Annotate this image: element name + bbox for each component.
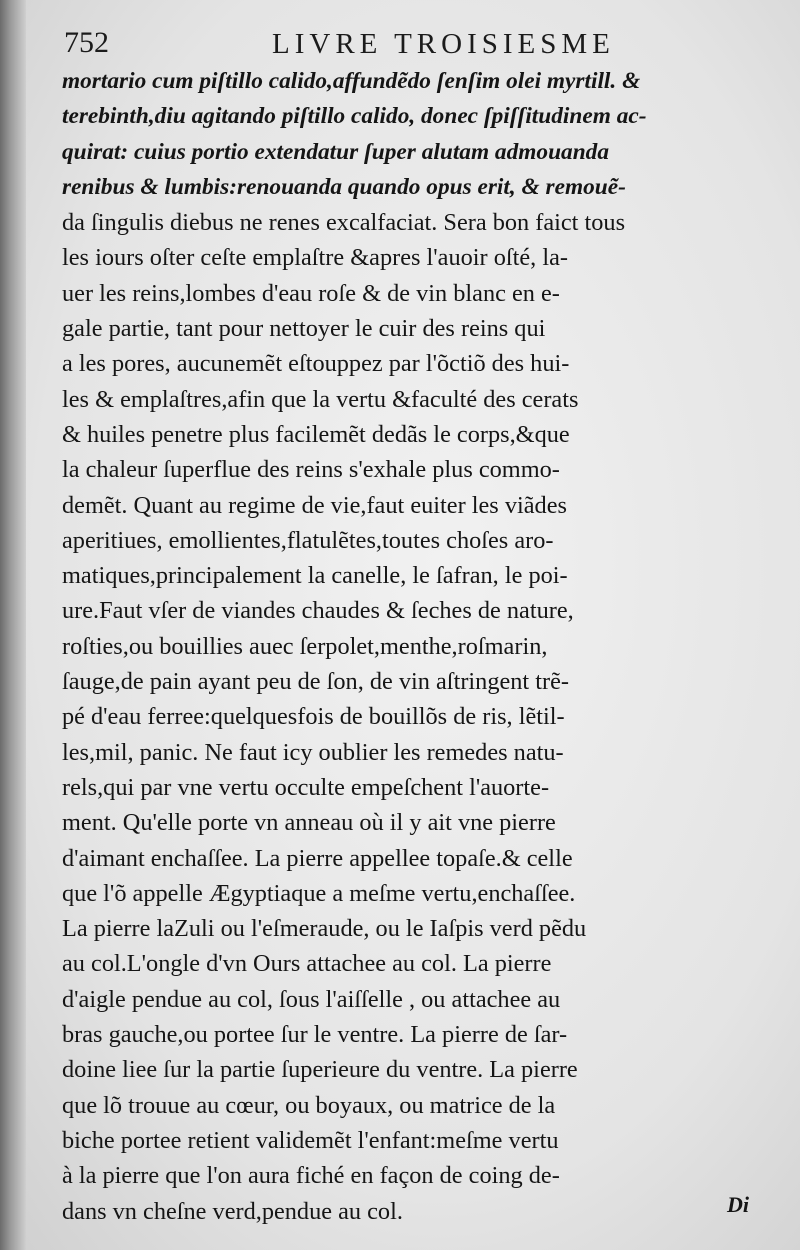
text-line: matiques,principalement la canelle, le ſafran, le poi- — [62, 562, 568, 590]
text-line: les,mil, panic. Ne faut icy oublier les remedes natu- — [62, 738, 564, 766]
text-line: terebinth,diu agitando piſtillo calido, donec ſpiſſitudinem ac- — [62, 103, 647, 130]
page-header — [62, 26, 752, 66]
text-line: ure.Faut vſer de viandes chaudes & ſeches de nature, — [62, 597, 574, 625]
page-number: 752 — [64, 26, 109, 59]
text-line: La pierre laZuli ou l'eſmeraude, ou le Iaſpis verd pẽdu — [62, 915, 587, 943]
text-line: gale partie, tant pour nettoyer le cuir des reins qui — [62, 315, 546, 343]
text-line: d'aimant enchaſſee. La pierre appellee topaſe.& celle — [62, 844, 573, 872]
catchword: Di — [727, 1192, 749, 1217]
text-line: mortario cum piſtillo calido,affundẽdo ſenſim olei myrtill. & — [62, 68, 641, 94]
running-title: LIVRE TROISIESME — [272, 28, 615, 60]
text-line: ment. Qu'elle porte vn anneau où il y ait vne pierre — [62, 809, 556, 837]
text-line: quirat: cuius portio extendatur ſuper alutam admouanda — [62, 138, 610, 165]
text-line: les iours oſter ceſte emplaſtre &apres l'auoir oſté, la- — [62, 244, 568, 272]
body-text — [62, 64, 767, 1229]
text-line: au col.L'ongle d'vn Ours attachee au col. La pierre — [62, 950, 552, 978]
text-line: doine liee ſur la partie ſuperieure du ventre. La pierre — [62, 1056, 578, 1084]
text-line: renibus & lumbis:renouanda quando opus erit, & remouẽ- — [62, 173, 626, 200]
text-line: que lõ trouue au cœur, ou boyaux, ou matrice de la — [62, 1091, 556, 1119]
text-line: bras gauche,ou portee ſur le ventre. La pierre de ſar- — [62, 1021, 568, 1049]
page-gutter-shadow — [0, 0, 26, 1250]
text-line: da ſingulis diebus ne renes excalfaciat. Sera bon faict tous — [62, 209, 626, 237]
text-line: ſauge,de pain ayant peu de ſon, de vin aſtringent trẽ- — [62, 668, 570, 696]
text-line: roſties,ou bouillies auec ſerpolet,menthe,roſmarin, — [62, 632, 548, 660]
text-line: a les pores, aucunemẽt eſtouppez par l'õctiõ des hui- — [62, 350, 570, 378]
text-line: demẽt. Quant au regime de vie,faut euiter les viãdes — [62, 491, 567, 519]
text-line: rels,qui par vne vertu occulte empeſchent l'auorte- — [62, 773, 550, 801]
text-line: aperitiues, emollientes,flatulẽtes,toutes choſes aro- — [62, 526, 554, 554]
text-line: à la pierre que l'on aura fiché en façon de coing de- — [62, 1162, 560, 1190]
text-line: uer les reins,lombes d'eau roſe & de vin blanc en e- — [62, 279, 560, 307]
text-line: biche portee retient validemẽt l'enfant:meſme vertu — [62, 1126, 559, 1154]
text-line: que l'õ appelle Ægyptiaque a meſme vertu,enchaſſee. — [62, 879, 576, 907]
text-line: dans vn cheſne verd,pendue au col. — [62, 1197, 403, 1225]
text-line: les & emplaſtres,afin que la vertu &faculté des cerats — [62, 385, 579, 413]
text-line: & huiles penetre plus facilemẽt dedãs le corps,&que — [62, 420, 570, 448]
text-line: pé d'eau ferree:quelquesfois de bouillõs de ris, lẽtil- — [62, 703, 565, 731]
text-line: d'aigle pendue au col, ſous l'aiſſelle , ou attachee au — [62, 985, 561, 1013]
text-line: la chaleur ſuperflue des reins s'exhale plus commo- — [62, 456, 560, 484]
